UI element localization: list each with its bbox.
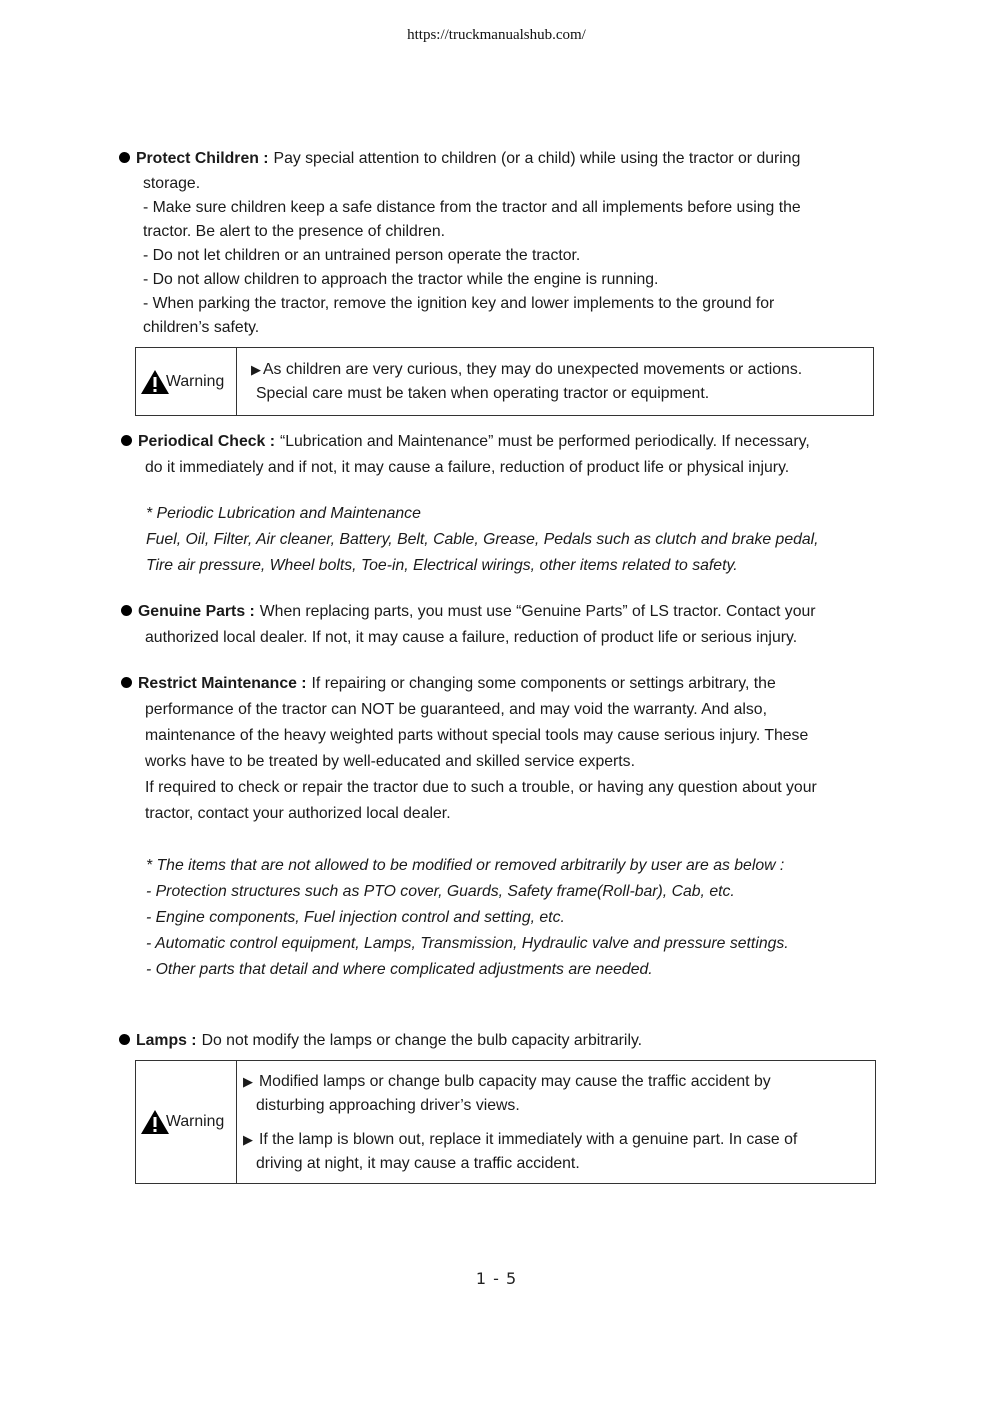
lamps-first-line: Do not modify the lamps or change the bulb capacity arbitrarily. [201, 1032, 643, 1049]
restrict-head [118, 675, 878, 693]
warning-text-line [243, 1073, 771, 1091]
warning-box [135, 347, 874, 416]
periodical-italic-line: Fuel, Oil, Filter, Air cleaner, Battery, Belt, Cable, Grease, Pedals such as clutch and brake pedal, [146, 531, 819, 548]
periodical-title: Periodical Check : [138, 433, 275, 450]
page-number: 1 - 5 [475, 1269, 518, 1288]
restrict-line: maintenance of the heavy weighted parts without special tools may cause serious injury. These [145, 727, 809, 744]
section-genuine-parts [118, 603, 878, 646]
periodical-line: do it immediately and if not, it may cause a failure, reduction of product life or physical injury. [145, 459, 790, 476]
protect-first-line: Pay special attention to children (or a child) while using the tractor or during [273, 150, 801, 167]
genuine-first-line: When replacing parts, you must use “Genuine Parts” of LS tractor. Contact your [259, 603, 816, 620]
restrict-italic-line: - Engine components, Fuel injection control and setting, etc. [146, 909, 565, 926]
restrict-italic-line: - Automatic control equipment, Lamps, Transmission, Hydraulic valve and pressure settings. [146, 935, 789, 952]
restrict-italic-line: - Other parts that detail and where complicated adjustments are needed. [146, 961, 653, 978]
bullet-icon [121, 677, 132, 688]
warning-label-cell [136, 348, 237, 415]
warning-text-line: driving at night, it may cause a traffic accident. [256, 1155, 580, 1172]
warning-text-line: disturbing approaching driver’s views. [256, 1097, 520, 1114]
periodical-first-line: “Lubrication and Maintenance” must be performed periodically. If necessary, [279, 433, 810, 450]
warning-label-cell [136, 1061, 237, 1183]
restrict-italic-line: * The items that are not allowed to be modified or removed arbitrarily by user are as below : [146, 857, 785, 874]
warning-text-line [251, 361, 803, 379]
header-url: https://truckmanualshub.com/ [407, 27, 586, 43]
warning-label: Warning [166, 1113, 225, 1130]
warning-text [237, 348, 873, 415]
restrict-line: works have to be treated by well-educated and skilled service experts. [145, 753, 635, 770]
warning-line-text: Modified lamps or change bulb capacity may cause the traffic accident by [259, 1073, 771, 1090]
arrow-right-icon: ▶ [243, 1074, 253, 1089]
genuine-line: authorized local dealer. If not, it may cause a failure, reduction of product life or serious injury. [145, 629, 798, 646]
arrow-right-icon: ▶ [251, 362, 261, 377]
restrict-first-line: If repairing or changing some components or settings arbitrary, the [311, 675, 776, 692]
restrict-line: performance of the tractor can NOT be guaranteed, and may void the warranty. And also, [145, 701, 767, 718]
genuine-title: Genuine Parts : [138, 603, 255, 620]
warning-text-line [243, 1131, 797, 1149]
section-periodical-check [118, 433, 878, 574]
warning-label: Warning [166, 372, 225, 390]
section-lamps [118, 1032, 878, 1050]
section-restrict-maintenance [118, 675, 878, 978]
warning-text [237, 1061, 875, 1183]
lamps-title: Lamps : [136, 1032, 197, 1049]
bullet-icon [121, 605, 132, 616]
warning-box [135, 1060, 876, 1184]
protect-line: tractor. Be alert to the presence of children. [143, 223, 446, 240]
periodical-head [118, 433, 878, 451]
bullet-icon [121, 435, 132, 446]
restrict-line: If required to check or repair the tractor due to such a trouble, or having any question about your [145, 779, 817, 796]
protect-line: - Do not allow children to approach the tractor while the engine is running. [143, 271, 659, 288]
restrict-italic-line: - Protection structures such as PTO cover, Guards, Safety frame(Roll-bar), Cab, etc. [146, 883, 735, 900]
protect-line: - When parking the tractor, remove the ignition key and lower implements to the ground for [143, 295, 775, 312]
protect-line: children’s safety. [143, 319, 260, 336]
protect-title: Protect Children : [136, 150, 269, 167]
restrict-line: tractor, contact your authorized local dealer. [145, 805, 451, 822]
section-protect-children [118, 150, 878, 336]
protect-head [118, 150, 878, 168]
protect-line: - Do not let children or an untrained person operate the tractor. [143, 247, 581, 264]
protect-line: storage. [143, 175, 201, 192]
warning-line-text: If the lamp is blown out, replace it immediately with a genuine part. In case of [259, 1131, 798, 1148]
genuine-head [118, 603, 878, 621]
warning-text-line: Special care must be taken when operating tractor or equipment. [256, 385, 710, 402]
bullet-icon [119, 1034, 130, 1045]
protect-line: - Make sure children keep a safe distance from the tractor and all implements before using the [143, 199, 801, 216]
arrow-right-icon: ▶ [243, 1132, 253, 1147]
periodical-italic-line: * Periodic Lubrication and Maintenance [146, 505, 421, 522]
bullet-icon [119, 152, 130, 163]
periodical-italic-line: Tire air pressure, Wheel bolts, Toe-in, Electrical wirings, other items related to safety. [146, 557, 738, 574]
warning-line-text: As children are very curious, they may do unexpected movements or actions. [263, 361, 803, 378]
lamps-head [118, 1032, 878, 1050]
restrict-title: Restrict Maintenance : [138, 675, 307, 692]
